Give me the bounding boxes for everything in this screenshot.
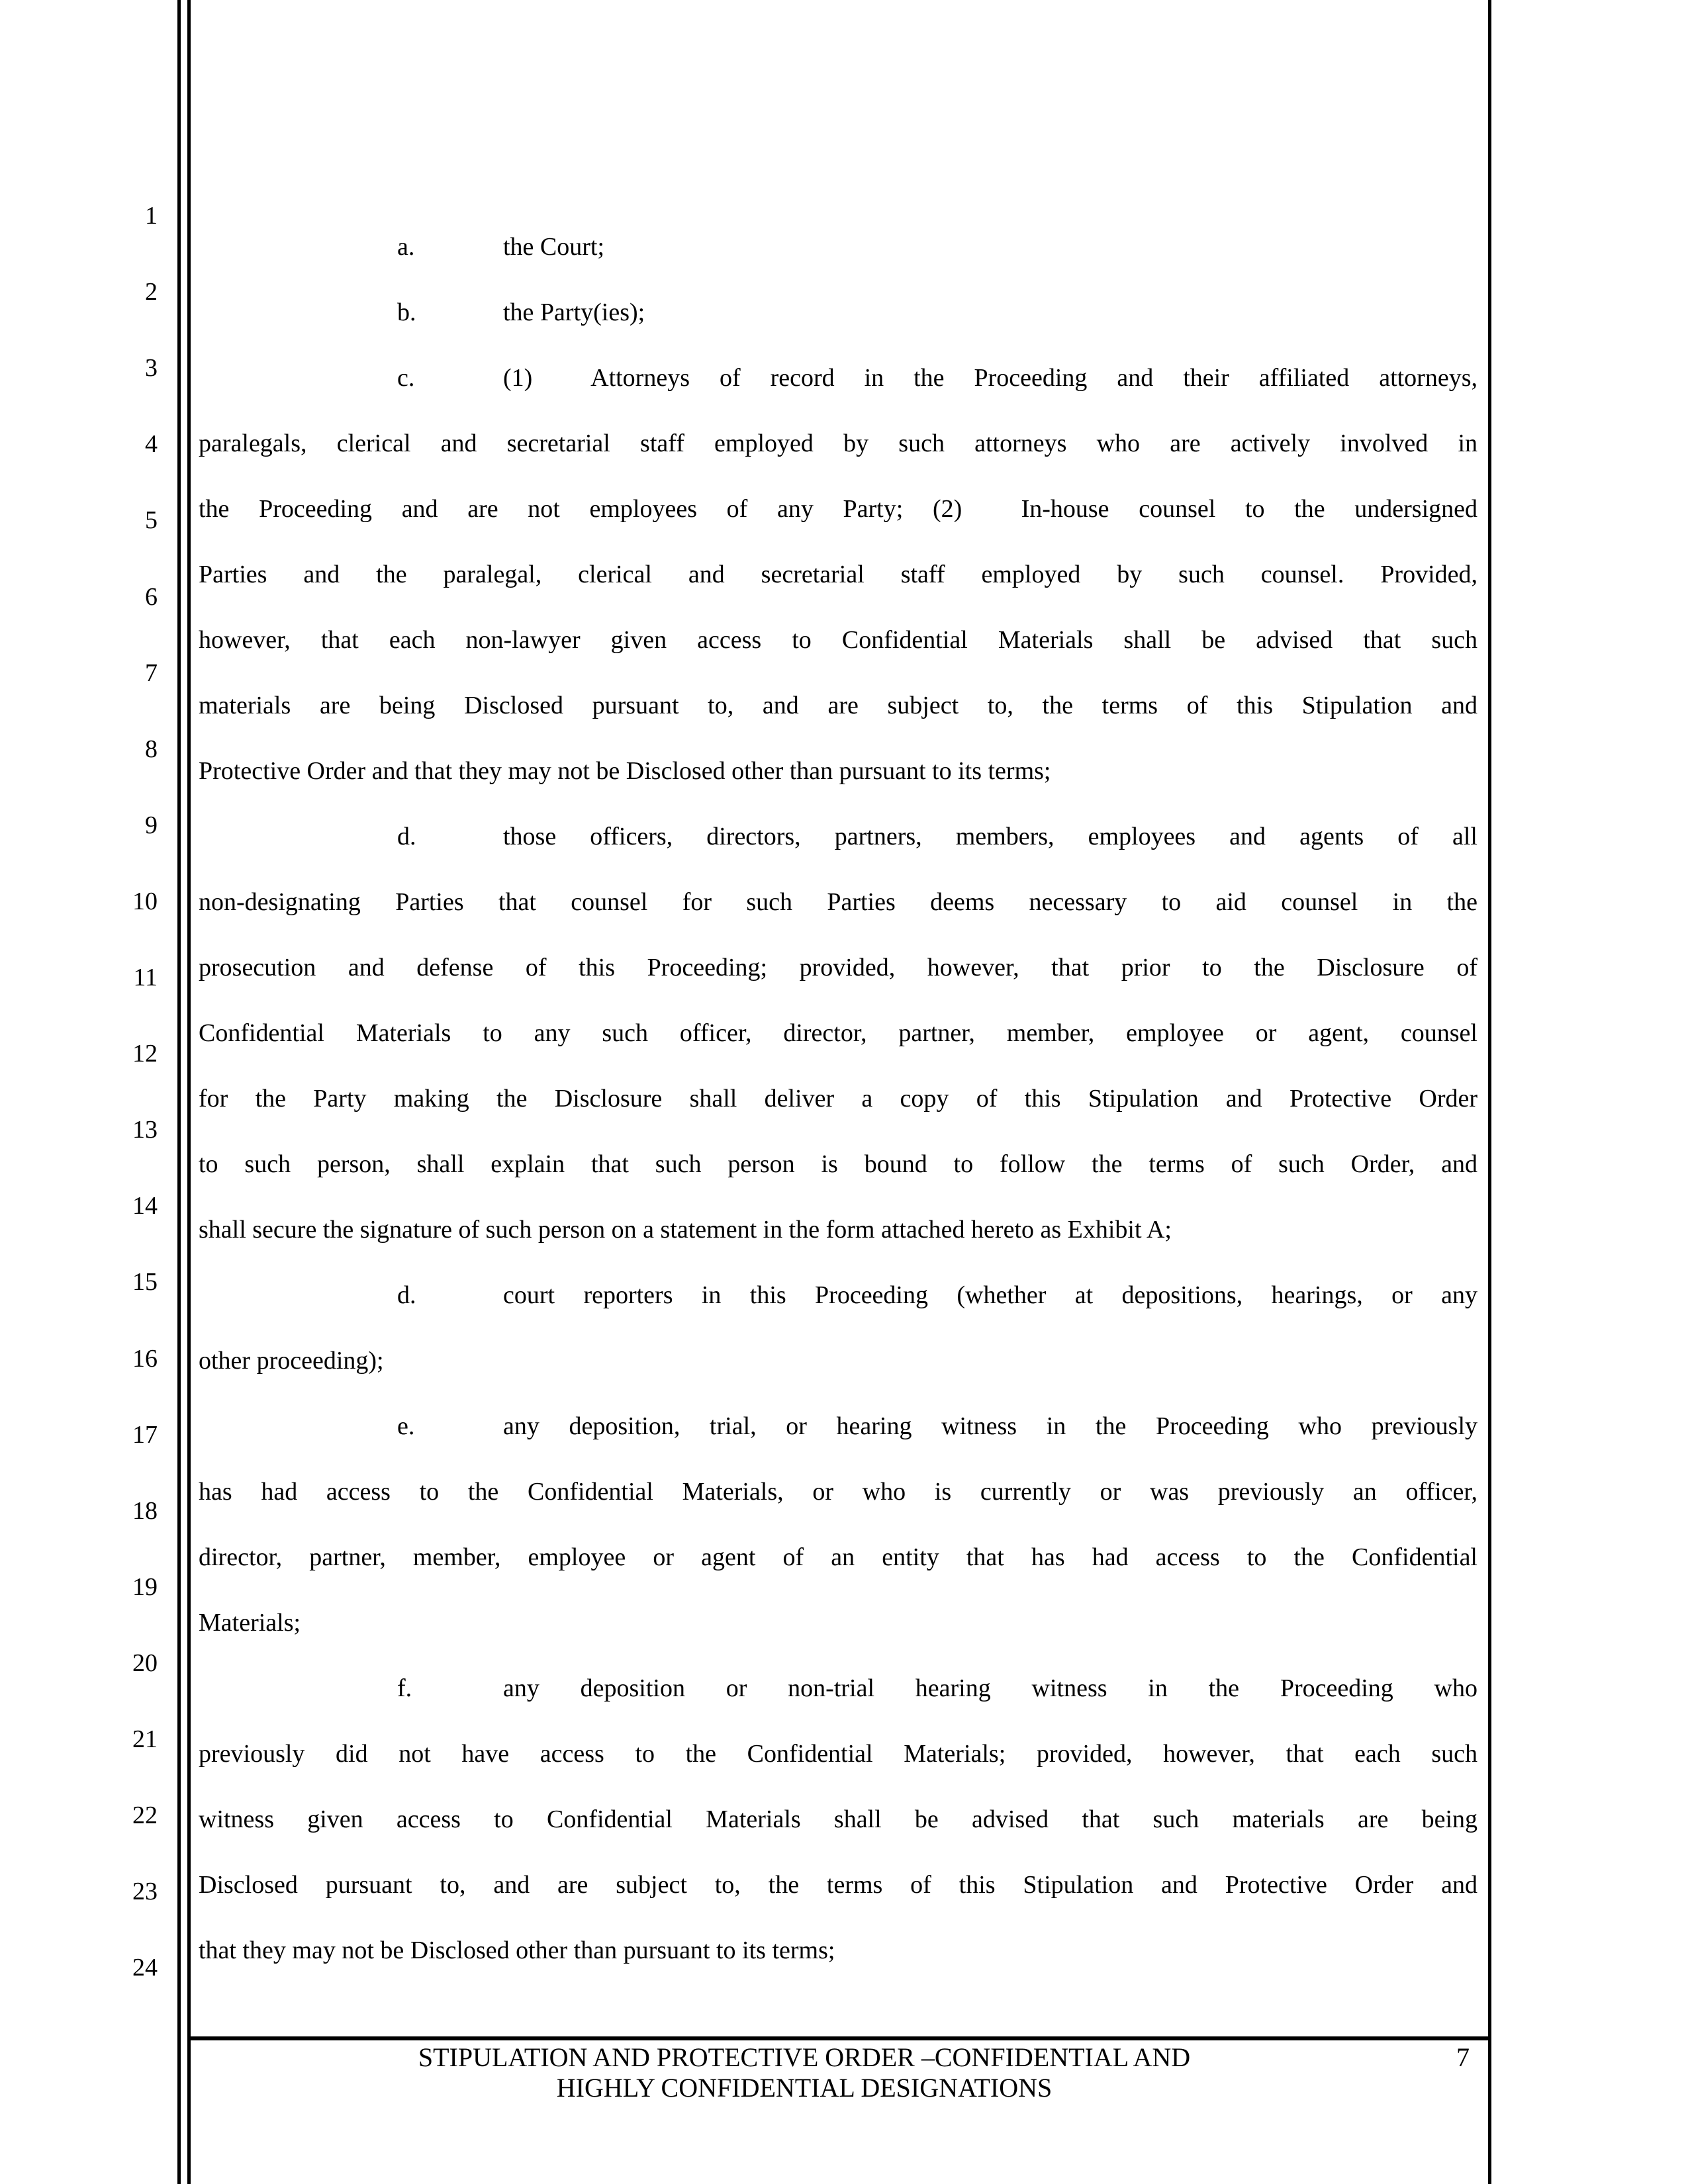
line-number: 14: [132, 1192, 158, 1220]
body-line: has had access to the Confidential Materials, or who is currently or was previously an officer,: [199, 1478, 1477, 1506]
footer-title-line1: STIPULATION AND PROTECTIVE ORDER –CONFIDENTIAL AND: [418, 2042, 1191, 2072]
item-letter: c.: [397, 364, 415, 392]
item-first-line-text: court reporters in this Proceeding (whether at depositions, hearings, or any: [503, 1281, 1477, 1309]
footer-title-line2: HIGHLY CONFIDENTIAL DESIGNATIONS: [556, 2073, 1053, 2103]
line-number: 17: [132, 1421, 158, 1449]
left-margin-rule-inner: [187, 0, 191, 2184]
body-line: non-designating Parties that counsel for such Parties deems necessary to aid counsel in the: [199, 888, 1477, 916]
line-number: 16: [132, 1345, 158, 1373]
footer-title: [199, 2042, 1410, 2103]
body-line-first: [199, 280, 1477, 345]
item-letter: a.: [397, 233, 415, 261]
body-line: prosecution and defense of this Proceeding; provided, however, that prior to the Disclosure of: [199, 954, 1477, 981]
line-number: 24: [132, 1954, 158, 1981]
body-line: other proceeding);: [199, 1347, 384, 1375]
body-line: to such person, shall explain that such person is bound to follow the terms of such Order, and: [199, 1150, 1477, 1178]
body-line-first: [199, 345, 1477, 411]
body-line: for the Party making the Disclosure shall deliver a copy of this Stipulation and Protective Order: [199, 1085, 1477, 1113]
body-line: Confidential Materials to any such officer, director, partner, member, employee or agent, counsel: [199, 1019, 1477, 1047]
item-first-line-text: any deposition or non-trial hearing witness in the Proceeding who: [503, 1674, 1477, 1702]
line-number: 6: [145, 583, 158, 611]
item-letter: e.: [397, 1412, 415, 1440]
left-margin-rule-outer: [177, 0, 181, 2184]
line-number: 11: [133, 964, 158, 991]
body-line: Protective Order and that they may not be Disclosed other than pursuant to its terms;: [199, 757, 1051, 785]
line-number: 1: [145, 202, 158, 230]
line-number: 8: [145, 735, 158, 763]
line-number: 13: [132, 1116, 158, 1144]
body-line: paralegals, clerical and secretarial staff employed by such attorneys who are actively involved in: [199, 430, 1477, 457]
body-line: Parties and the paralegal, clerical and secretarial staff employed by such counsel. Provided,: [199, 561, 1477, 588]
line-number: 4: [145, 430, 158, 458]
item-first-line-text: the Party(ies);: [503, 298, 645, 326]
line-number: 23: [132, 1878, 158, 1905]
body-line: Disclosed pursuant to, and are subject to, the terms of this Stipulation and Protective Order and: [199, 1871, 1477, 1899]
body-line-first: [199, 1263, 1477, 1328]
line-number: 9: [145, 811, 158, 839]
item-first-line-text: any deposition, trial, or hearing witness in the Proceeding who previously: [503, 1412, 1477, 1440]
right-margin-rule: [1488, 0, 1491, 2184]
line-number: 21: [132, 1725, 158, 1753]
body-line: shall secure the signature of such person on a statement in the form attached hereto as Exhibit A;: [199, 1216, 1172, 1244]
body-line: witness given access to Confidential Materials shall be advised that such materials are being: [199, 1805, 1477, 1833]
body-line-first: [199, 1394, 1477, 1459]
line-number: 7: [145, 659, 158, 687]
line-number: 22: [132, 1801, 158, 1829]
item-first-line-text: (1) Attorneys of record in the Proceeding and their affiliated attorneys,: [503, 364, 1477, 392]
body-line: director, partner, member, employee or agent of an entity that has had access to the Confidential: [199, 1543, 1477, 1571]
item-letter: f.: [397, 1674, 412, 1702]
line-number: 10: [132, 887, 158, 915]
line-number: 20: [132, 1649, 158, 1677]
line-number: 12: [132, 1040, 158, 1068]
body-line-first: [199, 1656, 1477, 1721]
body-line-first: [199, 804, 1477, 870]
line-number: 2: [145, 278, 158, 306]
page-number: 7: [1456, 2042, 1470, 2072]
body-line: previously did not have access to the Confidential Materials; provided, however, that each such: [199, 1740, 1477, 1768]
body-line: the Proceeding and are not employees of any Party; (2) In-house counsel to the undersigned: [199, 495, 1477, 523]
body-line: however, that each non-lawyer given access to Confidential Materials shall be advised that such: [199, 626, 1477, 654]
item-letter: d.: [397, 823, 416, 850]
text-block: [199, 214, 1477, 1983]
body-line: materials are being Disclosed pursuant to, and are subject to, the terms of this Stipulation and: [199, 692, 1477, 719]
line-number: 18: [132, 1497, 158, 1525]
body-line: that they may not be Disclosed other than pursuant to its terms;: [199, 1936, 835, 1964]
line-number: 15: [132, 1268, 158, 1296]
body-line: Materials;: [199, 1609, 301, 1637]
item-first-line-text: those officers, directors, partners, members, employees and agents of all: [503, 823, 1477, 850]
line-number: 3: [145, 354, 158, 382]
item-letter: b.: [397, 298, 416, 326]
footer-divider-rule: [191, 2036, 1488, 2040]
item-letter: d.: [397, 1281, 416, 1309]
line-number: 19: [132, 1573, 158, 1601]
line-number: 5: [145, 506, 158, 534]
body-line-first: [199, 214, 1477, 280]
item-first-line-text: the Court;: [503, 233, 605, 261]
